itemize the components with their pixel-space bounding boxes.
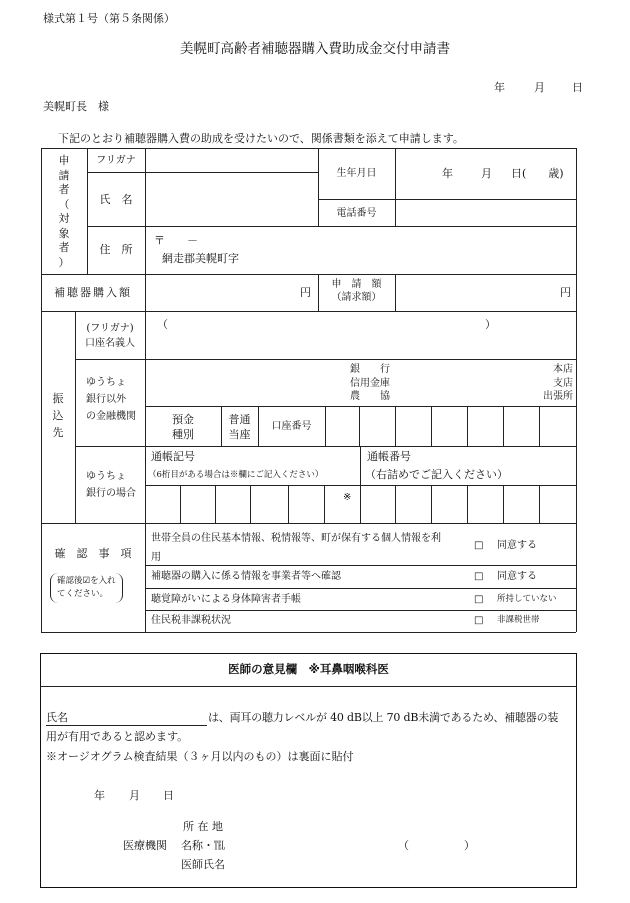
passbook-symbol-label: 通帳記号 xyxy=(151,450,195,463)
phone-input[interactable] xyxy=(397,201,574,224)
doctor-opinion-title: 医師の意見欄 ※耳鼻咽喉科医 xyxy=(228,662,389,676)
deposit-current: 当座 xyxy=(228,428,251,441)
doctor-name-label: 医師氏名 xyxy=(181,858,225,871)
name-label: 氏 名 xyxy=(99,193,133,206)
confirm-row-1-text: 世帯全員の住民基本情報、税情報等、町が保有する個人情報を利 用 xyxy=(151,533,441,563)
birth-month-label: 月 xyxy=(481,167,492,180)
audiogram-note: ※オージオグラム検査結果（３ヶ月以内のもの）は裏面に貼付 xyxy=(46,750,354,763)
form-number: 様式第１号（第５条関係） xyxy=(43,12,175,25)
date-year-label: 年 xyxy=(494,81,505,94)
applicant-section-label: 申 請 者 （ 対 象 者 ） xyxy=(58,154,70,269)
postal-code-label: 〒 － xyxy=(154,234,198,247)
holder-paren-close: ） xyxy=(485,318,496,331)
confirm-row-3-text: 聴覚障がいによる身体障害者手帳 xyxy=(151,594,301,605)
other-bank-label: ゆうちょ 銀行以外 の金融機関 xyxy=(86,377,136,422)
doctor-date-year: 年 xyxy=(94,789,105,802)
bank-type-list xyxy=(350,363,390,404)
addressee: 美幌町長 様 xyxy=(43,100,109,113)
confirm-row-1-option: 同意する xyxy=(497,540,537,551)
patient-name-line[interactable] xyxy=(46,725,207,726)
deposit-type-options[interactable] xyxy=(221,412,258,442)
confirm-row-4-option: 非課税世帯 xyxy=(497,615,540,625)
birth-date-label: 生年月日 xyxy=(336,168,377,179)
name-input[interactable] xyxy=(147,174,316,224)
furigana-label: フリガナ xyxy=(96,155,136,166)
request-yen-label: 円 xyxy=(560,286,571,299)
doctor-date-month: 月 xyxy=(129,789,140,802)
address-prefix: 網走郡美幌町字 xyxy=(162,252,239,265)
institution-label: 医療機関 xyxy=(123,839,167,852)
phone-parenthesis: （ ） xyxy=(398,839,475,852)
phone-label: 電話番号 xyxy=(336,208,377,219)
account-holder-label: (フリガナ) 口座名義人 xyxy=(85,323,135,349)
date-month-label: 月 xyxy=(534,81,545,94)
bank-name-input[interactable] xyxy=(147,361,347,404)
holder-paren-open: （ xyxy=(157,318,168,331)
passbook-symbol-note: （6桁目がある場合は※欄にご記入ください） xyxy=(148,470,324,480)
purchase-yen-label: 円 xyxy=(300,286,311,299)
address-input[interactable] xyxy=(240,248,574,270)
doctor-date-day: 日 xyxy=(163,789,174,802)
opinion-line-2: 用が有用であると認めます。 xyxy=(46,730,189,743)
confirm-row-2-text: 補聴器の購入に係る情報を事業者等へ確認 xyxy=(151,571,341,582)
account-holder-input[interactable] xyxy=(147,313,574,357)
confirm-row-2-option: 同意する xyxy=(497,571,537,582)
address-label: 住 所 xyxy=(99,243,133,256)
yucho-label: ゆうちょ 銀行の場合 xyxy=(86,471,136,499)
confirm-row-4-text: 住民税非課税状況 xyxy=(151,615,231,626)
bank-type-bank: 銀 行 xyxy=(350,364,390,375)
institution-name-phone-label: 名称・℡ xyxy=(181,839,225,852)
deposit-normal: 普通 xyxy=(228,413,251,426)
branch-type-branch: 支店 xyxy=(553,377,573,389)
date-day-label: 日 xyxy=(572,81,583,94)
confirmation-label: 確 認 事 項 xyxy=(54,547,132,560)
birth-day-age-label: 日( 歳) xyxy=(511,167,564,180)
doctor-opinion-box xyxy=(40,653,577,888)
branch-type-main: 本店 xyxy=(553,364,573,375)
request-amount-label: 申 請 額 （請求額） xyxy=(331,279,382,303)
passbook-number-input[interactable] xyxy=(362,487,574,521)
confirm-row-3-checkbox[interactable]: □ xyxy=(474,594,484,605)
page-title: 美幌町高齢者補聴器購入費助成金交付申請書 xyxy=(180,41,450,57)
purchase-amount-input[interactable] xyxy=(147,276,297,309)
deposit-type-label: 預金 種別 xyxy=(172,413,194,441)
confirm-row-2-checkbox[interactable]: □ xyxy=(474,571,484,582)
account-number-label: 口座番号 xyxy=(271,421,312,432)
passbook-symbol-input[interactable] xyxy=(147,487,358,521)
patient-name-label: 氏名 xyxy=(46,711,68,724)
request-amount-input[interactable] xyxy=(397,276,557,309)
account-number-input[interactable] xyxy=(327,408,574,444)
passbook-number-label: 通帳番号 xyxy=(367,450,411,463)
confirm-row-4-checkbox[interactable]: □ xyxy=(474,615,484,626)
opinion-line-1: は、両耳の聴力レベルが 40 dB以上 70 dB未満であるため、補聴器の装 xyxy=(208,711,559,724)
purchase-amount-label: 補聴器購入額 xyxy=(54,286,132,299)
birth-year-label: 年 xyxy=(442,167,453,180)
confirmation-note: 確認後☑を入れ てください。 xyxy=(50,573,123,603)
bank-type-agri: 農 協 xyxy=(350,391,390,402)
asterisk-cell-mark: ※ xyxy=(343,492,352,503)
branch-type-office: 出張所 xyxy=(543,391,573,402)
branch-name-input[interactable] xyxy=(410,361,520,404)
intro-text: 下記のとおり補聴器購入費の助成を受けたいので、関係書類を添えて申請します。 xyxy=(58,132,464,145)
passbook-number-note: （右詰めでご記入ください） xyxy=(365,468,508,481)
branch-type-list xyxy=(543,363,573,404)
bank-type-credit: 信用金庫 xyxy=(350,377,390,389)
confirm-row-3-option: 所持していない xyxy=(497,594,557,604)
transfer-section-label: 振 込 先 xyxy=(52,392,64,439)
confirm-row-1-checkbox[interactable]: □ xyxy=(474,540,484,551)
furigana-input[interactable] xyxy=(147,150,316,170)
institution-location-label: 所 在 地 xyxy=(183,820,223,833)
